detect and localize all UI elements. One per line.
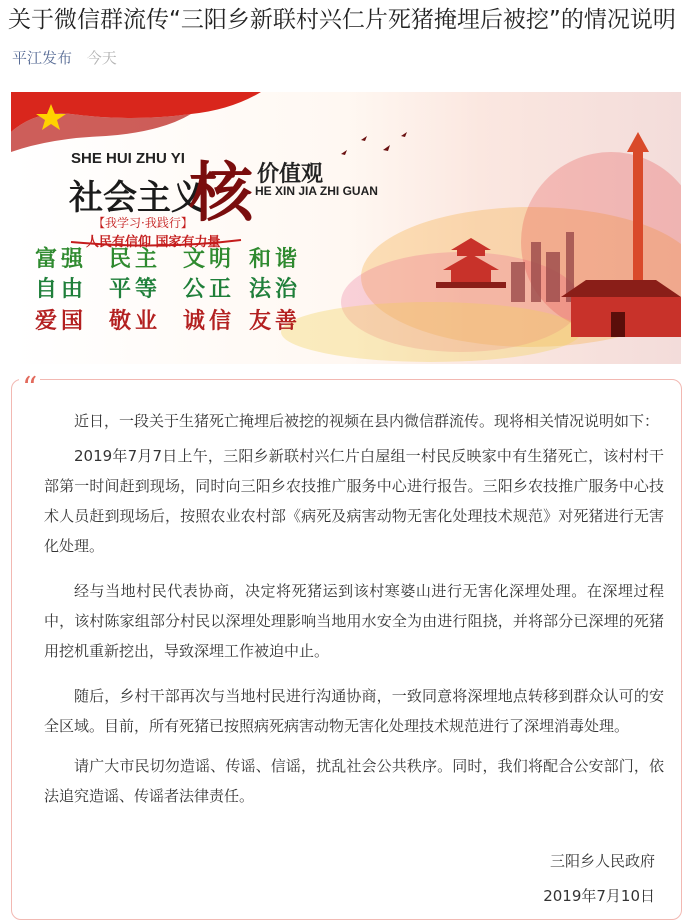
publish-date: 今天 [86, 49, 117, 67]
banner-image [11, 92, 681, 364]
paragraph: 近日，一段关于生猪死亡掩埋后被挖的视频在县内微信群流传。现将相关情况说明如下： [74, 412, 660, 430]
paragraph: 2019年7月7日上午，三阳乡新联村兴仁片白屋组一村民反映家中有生猪死亡，该村村干部第一时间赶到现场，同时向三阳乡农技推广服务中心进行报告。三阳乡农技推广服务中心技术人员赶到现场后，按照农业农村部《病死及病害动物无害化处理技术规范》对死猪进行无害化处理。 [44, 447, 664, 555]
flag-shade [11, 113, 191, 152]
banner-slogan-2: 人民有信仰 国家有力量 [86, 235, 221, 250]
value-word: 爱国 [35, 308, 88, 334]
banner-en-top: SHE HUI ZHU YI [71, 150, 185, 167]
value-word: 自由 [35, 276, 88, 302]
birds [341, 132, 407, 155]
article-title: 关于微信群流传“三阳乡新联村兴仁片死猪掩埋后被挖”的情况说明 [8, 7, 676, 33]
gate-illustration [561, 280, 681, 337]
paragraph: 随后，乡村干部再次与当地村民进行沟通协商，一致同意将深埋地点转移到群众认可的安全区域。目前，所有死猪已按照病死病害动物无害化处理技术规范进行了深埋消毒处理。 [44, 687, 664, 735]
paragraph: 经与当地村民代表协商，决定将死猪运到该村寒婆山进行无害化深埋处理。在深埋过程中，该村陈家组部分村民以深埋处理影响当地用水安全为由进行阻挠，并将部分已深埋的死猪用挖机重新挖出，导致深埋工作被迫中止。 [44, 582, 664, 660]
value-word: 富强 [35, 246, 88, 272]
value-word: 法治 [249, 276, 302, 302]
banner-slogan-1: 【我学习·我践行】 [93, 216, 193, 230]
statement-card [11, 371, 682, 920]
account-link[interactable]: 平江发布 [12, 49, 73, 67]
banner-en-right: HE XIN JIA ZHI GUAN [255, 184, 378, 198]
signature: 三阳乡人民政府 [549, 852, 655, 870]
value-word: 诚信 [183, 308, 236, 334]
value-word: 公正 [183, 276, 236, 302]
banner-title: 社会主义 [69, 178, 205, 218]
sign-date: 2019年7月10日 [543, 887, 655, 905]
value-word: 敬业 [109, 308, 162, 334]
paragraph: 请广大市民切勿造谣、传谣、信谣，扰乱社会公共秩序。同时，我们将配合公安部门，依法追究造谣、传谣者法律责任。 [44, 757, 664, 805]
article-meta [12, 47, 117, 68]
value-word: 平等 [109, 276, 162, 302]
value-word: 和谐 [249, 246, 302, 272]
banner-char: 核 [189, 156, 253, 231]
banner-title-right: 价值观 [257, 161, 324, 187]
value-word: 民主 [109, 246, 162, 272]
value-word: 友善 [249, 308, 302, 334]
value-word: 文明 [183, 246, 236, 272]
quote-mark-icon: “ [19, 374, 40, 404]
